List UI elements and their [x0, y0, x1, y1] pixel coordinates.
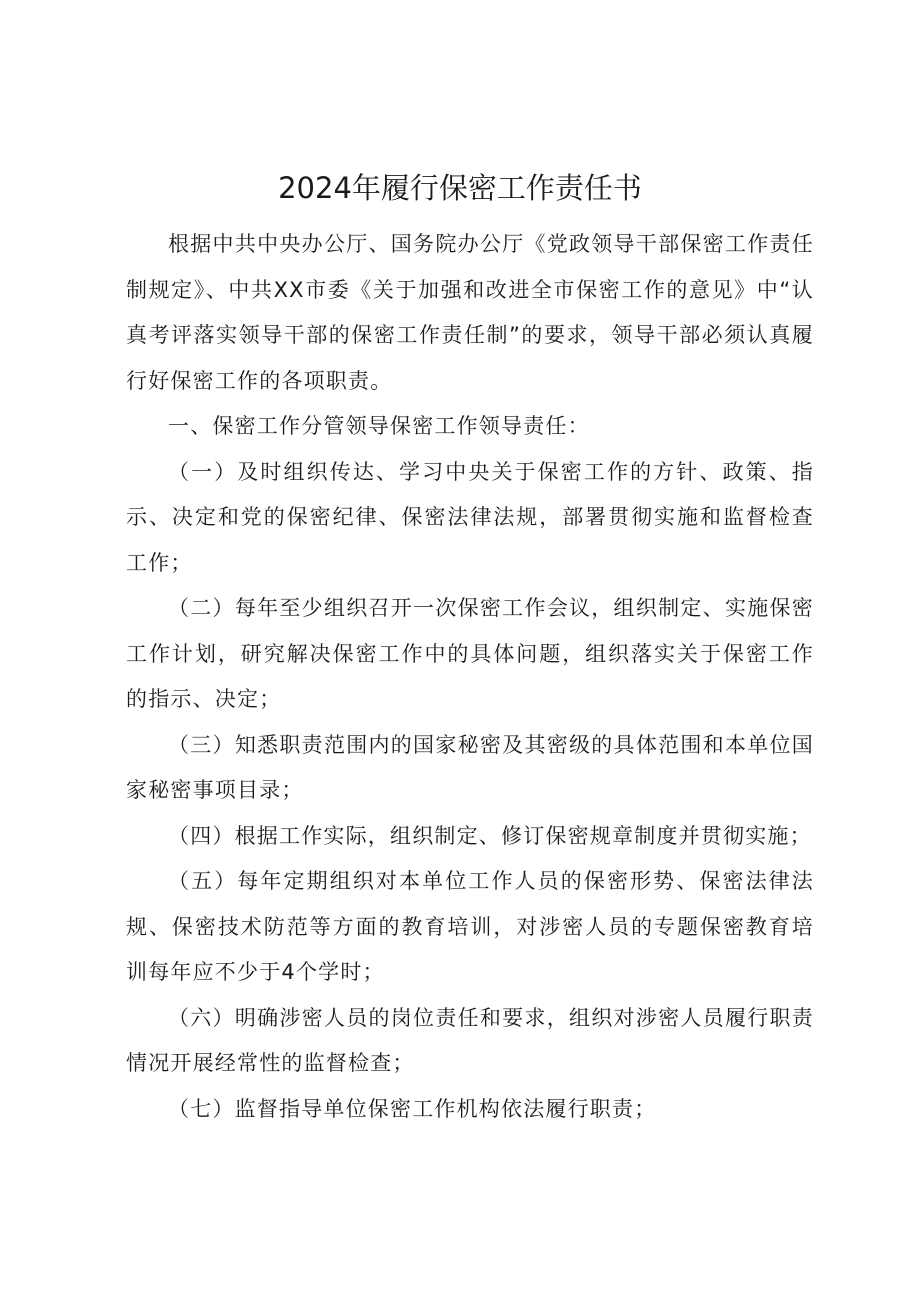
clause-5: （五）每年定期组织对本单位工作人员的保密形势、保密法律法规、保密技术防范等方面的教育培训，对涉密人员的专题保密教育培训每年应不少于4个学时；	[126, 869, 814, 984]
intro-paragraph: 根据中共中央办公厅、国务院办公厅《党政领导干部保密工作责任制规定》、中共XX市委《关于加强和改进全市保密工作的意见》中“认真考评落实领导干部的保密工作责任制”的要求，领导干部必须认真履行好保密工作的各项职责。	[126, 232, 814, 393]
clause-1: （一）及时组织传达、学习中央关于保密工作的方针、政策、指示、决定和党的保密纪律、保密法律法规，部署贯彻实施和监督检查工作；	[126, 459, 814, 575]
clause-7: （七）监督指导单位保密工作机构依法履行职责；	[168, 1096, 657, 1121]
document-body	[126, 222, 814, 1132]
section-heading: 一、保密工作分管领导保密工作领导责任：	[168, 414, 590, 438]
document-title: 2024年履行保密工作责任书	[278, 171, 642, 205]
clause-2: （二）每年至少组织召开一次保密工作会议，组织制定、实施保密工作计划，研究解决保密工作中的具体问题，组织落实关于保密工作的指示、决定；	[126, 596, 814, 711]
clause-6: （六）明确涉密人员的岗位责任和要求，组织对涉密人员履行职责情况开展经常性的监督检查；	[126, 1005, 814, 1075]
clause-3: （三）知悉职责范围内的国家秘密及其密级的具体范围和本单位国家秘密事项目录；	[126, 732, 814, 802]
clause-4: （四）根据工作实际，组织制定、修订保密规章制度并贯彻实施；	[168, 823, 812, 848]
